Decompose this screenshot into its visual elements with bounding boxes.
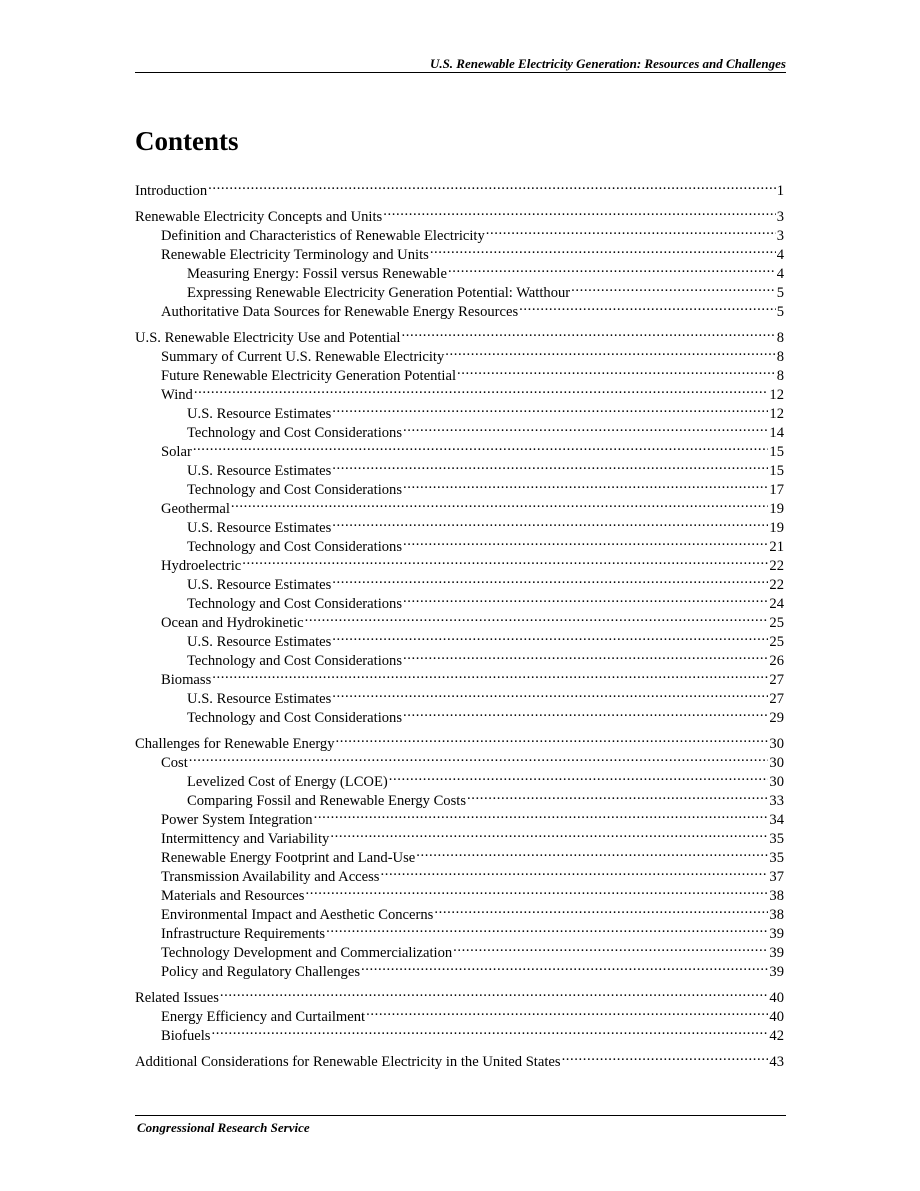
toc-entry-page-number: 1 bbox=[776, 183, 784, 199]
toc-dot-leader bbox=[457, 361, 776, 380]
toc-entry-page-number: 38 bbox=[769, 888, 784, 904]
toc-dot-leader bbox=[208, 176, 776, 195]
toc-entry-page-number: 30 bbox=[769, 755, 784, 771]
toc-entry-label: U.S. Resource Estimates bbox=[187, 634, 332, 650]
toc-entry-label: Renewable Electricity Terminology and Units bbox=[161, 247, 429, 263]
toc-entry-label: U.S. Renewable Electricity Use and Potential bbox=[135, 330, 401, 346]
toc-dot-leader bbox=[519, 297, 776, 316]
toc-entry[interactable] bbox=[135, 513, 784, 536]
toc-entry[interactable] bbox=[135, 456, 784, 479]
toc-entry-label: Related Issues bbox=[135, 990, 219, 1006]
toc-dot-leader bbox=[562, 1047, 769, 1066]
toc-entry-label: Technology and Cost Considerations bbox=[187, 539, 403, 555]
toc-dot-leader bbox=[332, 570, 768, 589]
toc-dot-leader bbox=[486, 221, 776, 240]
toc-entry-page-number: 26 bbox=[769, 653, 784, 669]
toc-entry[interactable] bbox=[135, 1047, 784, 1070]
toc-entry-page-number: 4 bbox=[776, 247, 784, 263]
toc-dot-leader bbox=[332, 684, 768, 703]
toc-entry-page-number: 40 bbox=[769, 1009, 784, 1025]
toc-entry-page-number: 27 bbox=[769, 672, 784, 688]
toc-entry[interactable] bbox=[135, 399, 784, 422]
toc-entry-label: U.S. Resource Estimates bbox=[187, 520, 332, 536]
toc-entry-page-number: 8 bbox=[776, 349, 784, 365]
toc-dot-leader bbox=[193, 437, 769, 456]
toc-dot-leader bbox=[434, 900, 768, 919]
toc-entry-label: Ocean and Hydrokinetic bbox=[161, 615, 304, 631]
toc-entry-label: Technology and Cost Considerations bbox=[187, 482, 403, 498]
toc-entry[interactable] bbox=[135, 983, 784, 1006]
toc-entry-page-number: 39 bbox=[769, 926, 784, 942]
toc-entry-label: Challenges for Renewable Energy bbox=[135, 736, 335, 752]
toc-entry-label: Infrastructure Requirements bbox=[161, 926, 326, 942]
toc-entry-label: Summary of Current U.S. Renewable Electricity bbox=[161, 349, 445, 365]
toc-entry[interactable] bbox=[135, 1021, 784, 1044]
toc-entry-label: Expressing Renewable Electricity Generation Potential: Watthour bbox=[187, 285, 571, 301]
toc-dot-leader bbox=[430, 240, 776, 259]
toc-entry[interactable] bbox=[135, 494, 784, 517]
toc-dot-leader bbox=[403, 418, 768, 437]
toc-dot-leader bbox=[305, 881, 768, 900]
toc-dot-leader bbox=[194, 380, 769, 399]
toc-dot-leader bbox=[416, 843, 768, 862]
toc-dot-leader bbox=[366, 1002, 768, 1021]
toc-entry-page-number: 35 bbox=[769, 831, 784, 847]
toc-dot-leader bbox=[326, 919, 768, 938]
toc-entry[interactable] bbox=[135, 684, 784, 707]
toc-dot-leader bbox=[231, 494, 769, 513]
toc-entry-label: Technology and Cost Considerations bbox=[187, 653, 403, 669]
toc-entry-page-number: 21 bbox=[769, 539, 784, 555]
toc-entry-label: Future Renewable Electricity Generation Potential bbox=[161, 368, 457, 384]
toc-entry-label: Renewable Electricity Concepts and Units bbox=[135, 209, 383, 225]
toc-entry-label: Cost bbox=[161, 755, 188, 771]
toc-entry-label: Biofuels bbox=[161, 1028, 211, 1044]
toc-dot-leader bbox=[330, 824, 768, 843]
toc-entry-label: Intermittency and Variability bbox=[161, 831, 330, 847]
toc-dot-leader bbox=[445, 342, 775, 361]
table-of-contents bbox=[135, 176, 784, 1070]
toc-entry-page-number: 25 bbox=[769, 634, 784, 650]
toc-entry-page-number: 4 bbox=[776, 266, 784, 282]
toc-entry-page-number: 30 bbox=[769, 774, 784, 790]
toc-dot-leader bbox=[401, 323, 775, 342]
toc-entry-page-number: 38 bbox=[769, 907, 784, 923]
toc-entry[interactable] bbox=[135, 729, 784, 752]
toc-dot-leader bbox=[448, 259, 776, 278]
toc-entry-page-number: 14 bbox=[769, 425, 784, 441]
toc-dot-leader bbox=[189, 748, 769, 767]
toc-dot-leader bbox=[453, 938, 768, 957]
toc-entry-page-number: 5 bbox=[776, 304, 784, 320]
toc-dot-leader bbox=[571, 278, 776, 297]
toc-entry-label: Wind bbox=[161, 387, 193, 403]
toc-entry-label: Geothermal bbox=[161, 501, 230, 517]
toc-entry-page-number: 5 bbox=[776, 285, 784, 301]
toc-entry-label: Levelized Cost of Energy (LCOE) bbox=[187, 774, 388, 790]
toc-entry-page-number: 15 bbox=[769, 463, 784, 479]
toc-entry-label: Comparing Fossil and Renewable Energy Costs bbox=[187, 793, 467, 809]
toc-entry[interactable] bbox=[135, 380, 784, 403]
toc-entry-label: Definition and Characteristics of Renewable Electricity bbox=[161, 228, 485, 244]
footer-rule bbox=[135, 1115, 786, 1116]
toc-dot-leader bbox=[211, 1021, 768, 1040]
footer-organization: Congressional Research Service bbox=[137, 1120, 310, 1135]
header-rule bbox=[135, 72, 786, 73]
toc-entry-label: Solar bbox=[161, 444, 192, 460]
toc-entry-page-number: 19 bbox=[769, 520, 784, 536]
toc-entry-page-number: 3 bbox=[776, 209, 784, 225]
toc-entry-label: Biomass bbox=[161, 672, 212, 688]
toc-entry-label: Energy Efficiency and Curtailment bbox=[161, 1009, 366, 1025]
toc-entry[interactable] bbox=[135, 767, 784, 790]
toc-dot-leader bbox=[403, 589, 768, 608]
toc-entry-label: Measuring Energy: Fossil versus Renewable bbox=[187, 266, 447, 282]
toc-entry-label: Environmental Impact and Aesthetic Concerns bbox=[161, 907, 434, 923]
toc-entry-page-number: 3 bbox=[776, 228, 784, 244]
toc-dot-leader bbox=[212, 665, 768, 684]
toc-dot-leader bbox=[467, 786, 768, 805]
toc-entry-page-number: 30 bbox=[769, 736, 784, 752]
toc-dot-leader bbox=[305, 608, 769, 627]
toc-dot-leader bbox=[332, 513, 768, 532]
toc-entry-label: Policy and Regulatory Challenges bbox=[161, 964, 361, 980]
toc-entry[interactable] bbox=[135, 748, 784, 771]
toc-dot-leader bbox=[403, 703, 768, 722]
toc-dot-leader bbox=[383, 202, 775, 221]
toc-dot-leader bbox=[403, 532, 768, 551]
toc-dot-leader bbox=[332, 627, 768, 646]
toc-entry-page-number: 43 bbox=[769, 1054, 784, 1070]
toc-dot-leader bbox=[220, 983, 769, 1002]
toc-entry-page-number: 15 bbox=[769, 444, 784, 460]
toc-entry-page-number: 39 bbox=[769, 945, 784, 961]
toc-entry[interactable] bbox=[135, 176, 784, 199]
toc-entry-page-number: 19 bbox=[769, 501, 784, 517]
toc-entry[interactable] bbox=[135, 665, 784, 688]
toc-entry[interactable] bbox=[135, 437, 784, 460]
toc-entry-page-number: 22 bbox=[769, 558, 784, 574]
toc-entry-label: Power System Integration bbox=[161, 812, 313, 828]
toc-entry-label: Transmission Availability and Access bbox=[161, 869, 380, 885]
toc-dot-leader bbox=[381, 862, 769, 881]
toc-dot-leader bbox=[332, 399, 768, 418]
toc-entry-label: Introduction bbox=[135, 183, 208, 199]
toc-entry-label: U.S. Resource Estimates bbox=[187, 577, 332, 593]
toc-entry-label: Materials and Resources bbox=[161, 888, 305, 904]
toc-dot-leader bbox=[336, 729, 769, 748]
toc-dot-leader bbox=[389, 767, 769, 786]
toc-entry-page-number: 12 bbox=[769, 387, 784, 403]
toc-dot-leader bbox=[403, 475, 768, 494]
toc-entry-label: Additional Considerations for Renewable Electricity in the United States bbox=[135, 1054, 561, 1070]
toc-entry-label: Authoritative Data Sources for Renewable Energy Resources bbox=[161, 304, 519, 320]
toc-dot-leader bbox=[332, 456, 768, 475]
toc-entry[interactable] bbox=[135, 202, 784, 225]
toc-entry-page-number: 25 bbox=[769, 615, 784, 631]
toc-entry-page-number: 39 bbox=[769, 964, 784, 980]
toc-entry-page-number: 8 bbox=[776, 330, 784, 346]
toc-entry-label: Technology and Cost Considerations bbox=[187, 596, 403, 612]
toc-entry-label: Renewable Energy Footprint and Land-Use bbox=[161, 850, 416, 866]
toc-entry-page-number: 34 bbox=[769, 812, 784, 828]
toc-entry-page-number: 29 bbox=[769, 710, 784, 726]
toc-dot-leader bbox=[314, 805, 769, 824]
toc-entry-page-number: 8 bbox=[776, 368, 784, 384]
contents-title: Contents bbox=[135, 126, 239, 156]
toc-entry-label: Technology and Cost Considerations bbox=[187, 710, 403, 726]
toc-entry[interactable] bbox=[135, 323, 784, 346]
toc-entry[interactable] bbox=[135, 1002, 784, 1025]
toc-entry-label: U.S. Resource Estimates bbox=[187, 463, 332, 479]
toc-entry-label: U.S. Resource Estimates bbox=[187, 406, 332, 422]
toc-entry-label: Technology and Cost Considerations bbox=[187, 425, 403, 441]
toc-entry-page-number: 12 bbox=[769, 406, 784, 422]
toc-entry-page-number: 22 bbox=[769, 577, 784, 593]
toc-entry-label: U.S. Resource Estimates bbox=[187, 691, 332, 707]
toc-entry-page-number: 40 bbox=[769, 990, 784, 1006]
toc-entry-page-number: 17 bbox=[769, 482, 784, 498]
toc-entry-label: Technology Development and Commercialization bbox=[161, 945, 453, 961]
toc-dot-leader bbox=[403, 646, 768, 665]
running-header: U.S. Renewable Electricity Generation: Resources and Challenges bbox=[429, 56, 786, 71]
toc-entry-page-number: 42 bbox=[769, 1028, 784, 1044]
toc-dot-leader bbox=[242, 551, 768, 570]
toc-dot-leader bbox=[361, 957, 768, 976]
toc-entry-page-number: 33 bbox=[769, 793, 784, 809]
toc-entry-label: Hydroelectric bbox=[161, 558, 242, 574]
toc-entry-page-number: 35 bbox=[769, 850, 784, 866]
toc-entry-page-number: 24 bbox=[769, 596, 784, 612]
toc-entry-page-number: 27 bbox=[769, 691, 784, 707]
toc-entry-page-number: 37 bbox=[769, 869, 784, 885]
